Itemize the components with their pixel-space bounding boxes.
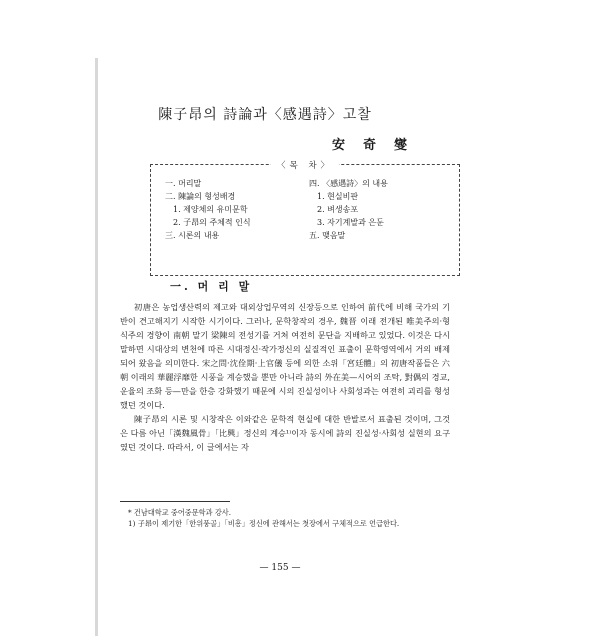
table-of-contents [150,161,460,276]
paper-title: 陳子昂의 詩論과〈感遇詩〉고찰 [158,107,372,123]
footnotes [120,507,450,529]
body-text [120,300,450,454]
paper-page [100,60,570,636]
footnote-rule [120,501,230,502]
toc-item: 1. 현실비판 [317,192,359,201]
toc-item: 三. 시론의 내용 [165,231,220,240]
section-heading: 一. 머 리 말 [170,280,253,293]
toc-item: 3. 자기계발과 은둔 [317,218,384,227]
toc-item: 2. 벼생송포 [317,205,359,214]
author-name: 安奇燮 [332,138,426,153]
toc-left-column [165,177,251,242]
toc-item: 四. 〈感遇詩〉의 내용 [309,179,388,188]
toc-item: 五. 맺음말 [309,231,346,240]
toc-item: 1. 제양체의 유미문학 [173,205,248,214]
toc-right-column [309,177,388,242]
toc-item: 2. 子昂의 주체적 인식 [173,218,251,227]
toc-heading: 〈목 차〉 [271,159,339,171]
paragraph: 陳子昂의 시론 및 시창작은 이와같은 문학적 현실에 대한 반발로서 표출된 것이며, 그것은 다름 아닌「漢魏風骨」「比興」정신의 계승¹⁾이자 동시에 詩의 진실성·사회성 실현의 요구였던 것이다. 따라서, 이 글에서는 자 [120,414,450,452]
footnote: * 건남대학교 중어중문학과 강사. [128,508,231,517]
toc-item: 二. 陳論의 형성배경 [165,192,236,201]
toc-item: 一. 머리말 [165,179,202,188]
page-edge [95,58,98,636]
page-number: — 155 — [259,563,301,573]
footnote: 1) 子昂이 제기한「한위풍골」「비흥」정신에 관해서는 첫장에서 구체적으로 언급한다. [128,519,400,528]
paragraph: 初唐은 농업생산력의 제고와 대외상업무역의 신장등으로 인하여 前代에 비해 국가의 기반이 견고해지기 시작한 시기이다. 그러나, 문학창작의 경우, 魏晋 이래 전개된 唯美주의·형식주의 경향이 南朝 말기 梁陳의 전성기를 거쳐 여전히 문단을 지배하고 있었다. 이것은 다시 말하면 시대상의 변천에 따른 시대정신·작가정신의 실질적인 표출이 문학영역에서 거의 배제되어 왔음을 의미한다. 宋之問·沈佺期·上官儀 등에 의한 소위「宮廷體」의 初唐작품들은 六朝 이래의 華麗浮靡한 시풍을 계승했을 뿐만 아니라 詩의 外在美—시어의 조탁, 對偶의 경교, 운율의 조화 등—만을 한층 강화했기 때문에 시의 진실성이나 사회성과는 여전히 괴리를 형성했던 것이다. [120,302,450,410]
